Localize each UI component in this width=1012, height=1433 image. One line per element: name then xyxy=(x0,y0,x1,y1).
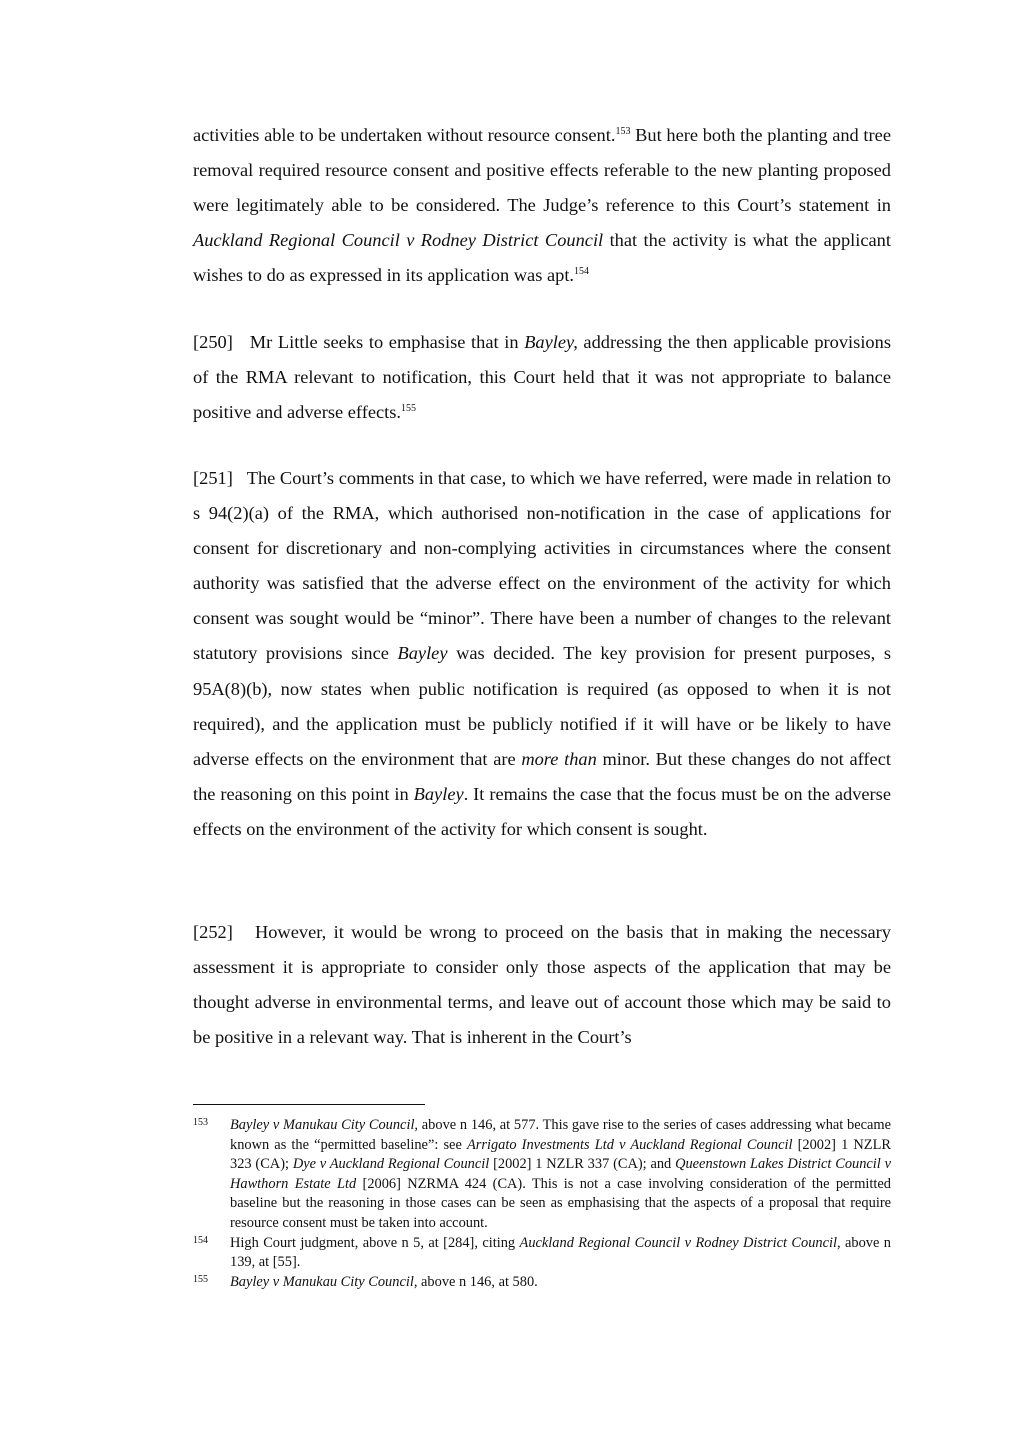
text: [2006] NZRMA 424 (CA). This is not a case involving consideration of the permitted baseline but the reasoning in those cases can be seen as emphasising that the aspects of a proposal that require resource consent must be taken into account. xyxy=(230,1175,891,1231)
text: However, it would be wrong to proceed on the basis that in making the necessary assessment it is appropriate to consider only those aspects of the application that may be thought adverse in environmental terms, and leave out of account those which may be said to be positive in a relevant way. That is inherent in the Court’s xyxy=(193,922,892,1048)
paragraph-continued xyxy=(193,118,891,293)
text: [2002] 1 NZLR 323 (CA); xyxy=(230,1136,891,1173)
text: . It remains the case that the focus must be on the adverse effects on the environment of the activity for which consent is sought. xyxy=(193,783,891,839)
paragraph-number: [252] xyxy=(193,922,233,942)
case-citation: Bayley xyxy=(413,783,464,804)
footnote-ref-154[interactable]: 154 xyxy=(574,266,590,278)
paragraph-252 xyxy=(193,915,891,1055)
paragraph-number: [251] xyxy=(193,468,233,488)
case-citation: Bayley v Manukau City Council, xyxy=(230,1273,418,1290)
footnote-153 xyxy=(193,1116,891,1234)
case-citation: Arrigato Investments Ltd v Auckland Regional Council xyxy=(466,1136,793,1153)
text: High Court judgment, above n 5, at [284], citing xyxy=(230,1234,520,1251)
text: above n 146, at 580. xyxy=(417,1273,538,1290)
text: that the activity is what the applicant wishes to do as expressed in its application was apt. xyxy=(193,230,891,286)
text: Mr Little seeks to emphasise that in xyxy=(249,332,525,352)
text: above n 146, at 577. This gave rise to the series of cases addressing what became known as the “permitted baseline”: see xyxy=(230,1117,891,1153)
text: activities able to be undertaken without resource consent. xyxy=(193,125,616,145)
paragraph-250 xyxy=(193,325,891,430)
text: addressing the then applicable provisions of the RMA relevant to notification, this Court held that it was not appropriate to balance positive and adverse effects. xyxy=(193,332,891,423)
footnote-155 xyxy=(193,1273,891,1293)
text: [2002] 1 NZLR 337 (CA); and xyxy=(489,1156,676,1173)
case-citation: Auckland Regional Council v Rodney District Council xyxy=(193,230,604,251)
case-citation: Bayley xyxy=(397,643,448,664)
text: , above n 139, at [55]. xyxy=(230,1234,891,1271)
case-citation: Queenstown Lakes District Council v Hawthorn Estate Ltd xyxy=(230,1156,892,1192)
paragraph-251 xyxy=(193,461,891,847)
footnotes xyxy=(193,1116,891,1292)
footnote-number: 153 xyxy=(193,1117,208,1128)
text: The Court’s comments in that case, to which we have referred, were made in relation to s 94(2)(a) of the RMA, which authorised non-notification in the case of applications for consent for discretionary and non-complying activities in circumstances where the consent authority was satisfied that the adverse effect on the environment of the activity for which consent was sought would be “minor”. There have been a number of changes to the relevant statutory provisions since xyxy=(193,468,892,664)
emphasis: more than xyxy=(521,748,597,769)
text: was decided. The key provision for present purposes, s 95A(8)(b), now states when public notification is required (as opposed to when it is not required), and the application must be publicly notified if it will have or be likely to have adverse effects on the environment that are xyxy=(193,643,891,769)
footnote-ref-153[interactable]: 153 xyxy=(615,126,631,137)
footnote-number: 155 xyxy=(193,1273,208,1285)
paragraph-number: [250] xyxy=(193,332,233,352)
text: But here both the planting and tree removal required resource consent and positive effects referable to the new planting proposed were legitimately able to be considered. The Judge’s reference to this Court’s statement in xyxy=(193,125,891,216)
case-citation: Bayley v Manukau City Council, xyxy=(230,1117,419,1133)
case-citation: Bayley, xyxy=(524,332,578,352)
footnote-separator xyxy=(193,1104,425,1105)
case-citation: Auckland Regional Council v Rodney District Council xyxy=(519,1234,837,1251)
text: minor. But these changes do not affect the reasoning on this point in xyxy=(193,748,891,804)
footnote-number: 154 xyxy=(193,1234,208,1246)
case-citation: Dye v Auckland Regional Council xyxy=(292,1156,490,1173)
footnote-154 xyxy=(193,1234,891,1273)
footnote-ref-155[interactable]: 155 xyxy=(401,403,417,415)
